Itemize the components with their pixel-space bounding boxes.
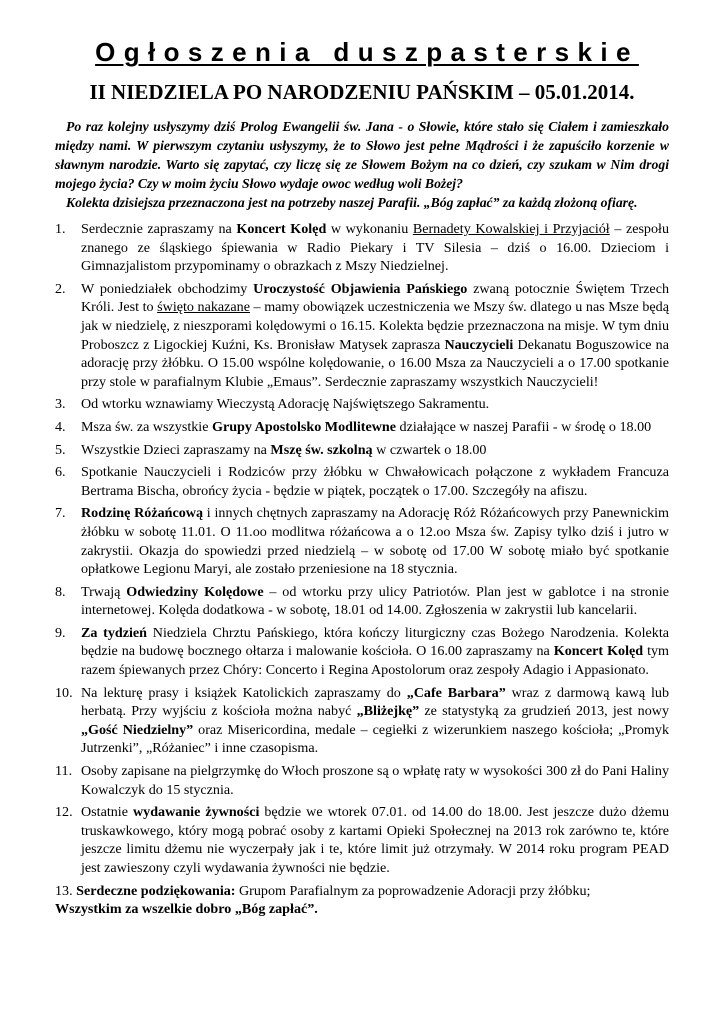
text-segment: Trwają	[81, 583, 127, 600]
announcement-number: 12.	[55, 804, 73, 821]
emphasis-text: Uroczystość Objawienia Pańskiego	[253, 280, 468, 297]
acknowledgements-number: 13.	[55, 882, 73, 899]
announcement-number: 11.	[55, 763, 73, 780]
emphasis-text: Mszę św. szkolną	[270, 441, 373, 458]
text-segment: Wszystkie Dzieci zapraszamy na	[81, 441, 271, 458]
announcement-number: 5.	[55, 441, 66, 458]
text-segment: Niedziela Chrztu Pańskiego, która kończy liturgiczny czas Bożego Narodzenia. Kolekta będzie na budowę bocznego ołtarza i malowanie kościoła. O 16.00 zapraszamy na	[81, 624, 669, 660]
emphasis-text: Rodzinę Różańcową	[81, 505, 204, 522]
text-segment: będzie we wtorek 07.01. od 14.00 do 18.00. Jest jeszcze dużo dżemu truskawkowego, który mogą pobrać osoby z kartami Opieki Społecznej na 2013 rok zarówno te, które jeszcze limitu dżemu nie wyczerpały jak i te, które limit już otrzymały. W 2014 roku program PEAD jest zawieszony czyli wydawania żywności nie będzie.	[81, 804, 670, 876]
underlined-text: Bernadety Kowalskiej i Przyjaciół	[412, 221, 610, 237]
announcement-item	[55, 504, 669, 578]
emphasis-text: „Gość Niedzielny”	[81, 721, 194, 738]
announcement-item	[55, 418, 669, 437]
announcement-item	[55, 762, 669, 799]
emphasis-text: Odwiedziny Kolędowe	[126, 583, 264, 600]
announcement-text	[81, 684, 669, 758]
text-segment: Serdecznie zapraszamy na	[81, 221, 237, 237]
emphasis-text: Koncert Kolęd	[553, 643, 644, 660]
text-segment: w czwartek o 18.00	[372, 441, 487, 458]
acknowledgements-text: Grupom Parafialnym za poprowadzenie Adoracji przy żłóbku;	[235, 882, 591, 899]
announcement-number: 7.	[55, 505, 66, 522]
emphasis-text: Koncert Kolęd	[236, 221, 327, 237]
text-segment: i innych chętnych zapraszamy na Adorację Róż Różańcowych przy Panewnickim żłóbku w sobotę 11.01. O 11.oo modlitwa różańcowa a o 12.oo Msza św. Zapisy tylko dziś i jutro w zakrystii. Okazja do spowiedzi przed niedzielą – w sobotę od 17.00 W sobotę miało być spotkanie opłatkowe Legionu Maryi, ale zostało przeniesione na 18 stycznia.	[81, 505, 670, 578]
emphasis-text: Nauczycieli	[444, 336, 514, 353]
announcement-text	[81, 220, 669, 276]
closing-line: Wszystkim za wszelkie dobro „Bóg zapłać”.	[55, 901, 318, 918]
announcement-number: 8.	[55, 583, 66, 600]
text-segment: Spotkanie Nauczycieli i Rodziców przy żłóbku w Chwałowicach połączone z wykładem Francuza Bertrama Bischa, obrońcy życia - będzie w piątek, początek o 17.00. Szczegóły na afiszu.	[81, 464, 669, 499]
emphasis-text: Grupy Apostolsko Modlitewne	[212, 418, 397, 435]
text-segment: – mamy obowiązek uczestniczenia we Mszy św. dlatego u nas Msze będą jak w niedzielę, z nieszporami kolędowymi o 16.15. Kolekta będzie przeznaczona na misje. W tym dniu Proboszcz z Ligockiej Kuźni, Ks. Bronisław Matysek zaprasza	[81, 299, 669, 353]
text-segment: Dekanatu Boguszowice na adorację przy żłóbku. O 15.00 wspólne kolędowanie, o 16.00 Msza za Nauczycieli a o 17.00 spotkanie przy stole w parafialnym Klubie „Emaus”. Serdecznie zapraszamy wszystkich Nauczycieli!	[81, 336, 669, 390]
announcement-text	[81, 441, 669, 460]
announcement-text	[81, 280, 669, 392]
announcement-number: 3.	[55, 396, 66, 413]
announcement-item	[55, 463, 669, 500]
announcement-text	[81, 504, 669, 578]
text-segment: Ostatnie	[81, 804, 133, 821]
text-segment: ze statystyką za grudzień 2013, jest nowy	[419, 703, 669, 720]
announcement-text	[81, 418, 669, 437]
text-segment: Od wtorku wznawiamy Wieczystą Adorację Najświętszego Sakramentu.	[81, 396, 490, 413]
announcement-list	[55, 220, 669, 878]
intro-section	[55, 117, 669, 212]
announcement-number: 1.	[55, 221, 66, 237]
intro-collection-note: Kolekta dzisiejsza przeznaczona jest na potrzeby naszej Parafii. „Bóg zapłać” za każdą złożoną ofiarę.	[66, 195, 638, 210]
announcement-number: 4.	[55, 418, 66, 435]
announcement-item	[55, 583, 669, 620]
underlined-text: święto nakazane	[157, 299, 250, 316]
text-segment: wraz z darmową kawą lub herbatą. Przy wyjściu z kościoła można nabyć	[81, 684, 669, 720]
text-segment: Osoby zapisane na pielgrzymkę do Włoch proszone są o wpłatę raty w wysokości 300 zł do Pani Haliny Kowalczyk do 15 stycznia.	[81, 763, 670, 798]
page-title: Ogłoszenia duszpasterskie	[95, 37, 639, 67]
emphasis-text: „Cafe Barbara”	[406, 684, 506, 701]
intro-paragraph: Po raz kolejny usłyszymy dziś Prolog Ewangelii św. Jana - o Słowie, które stało się Ciałem i zamieszkało między nami. W pierwszym czytaniu usłyszymy, że to Słowo jest pełne Mądrości i że zapuściło korzenie w sławnym narodzie. Warto się zapytać, czy liczę się ze Słowem Bożym na co dzień, czy szukam w Nim drogi mojego życia? Czy w moim życiu Słowo wydaje owoc według woli Bożej?	[55, 119, 669, 191]
announcement-text	[81, 624, 669, 680]
text-segment: – zespołu znanego ze śląskiego śpiewania w Radio Piekary i TV Silesia – dziś o 16.00. Dzieciom i Gimnazjalistom przypominamy o obrazkach z Mszy Niedzielnej.	[81, 221, 669, 275]
emphasis-text: wydawanie żywności	[132, 804, 260, 821]
text-segment: zwaną potocznie Świętem Trzech Króli. Jest to	[81, 280, 669, 316]
announcement-text	[81, 762, 669, 799]
announcement-text	[81, 583, 669, 620]
text-segment: Na lekturę prasy i książek Katolickich zapraszamy do	[81, 684, 407, 701]
announcement-number: 10.	[55, 684, 73, 701]
text-segment: W poniedziałek obchodzimy	[81, 280, 254, 297]
text-segment: działające w naszej Parafii - w środę o 18.00	[396, 418, 652, 435]
emphasis-text: Za tydzień	[81, 624, 148, 641]
announcement-text	[81, 803, 669, 877]
text-segment: w wykonaniu	[326, 221, 413, 237]
emphasis-text: „Bliżejkę”	[356, 703, 420, 720]
announcement-number: 6.	[55, 464, 66, 481]
acknowledgements-line	[55, 882, 669, 901]
page-subtitle: II NIEDZIELA PO NARODZENIU PAŃSKIM – 05.01.2014.	[89, 80, 635, 104]
announcement-number: 2.	[55, 280, 66, 297]
announcement-item	[55, 684, 669, 758]
announcement-text	[81, 463, 669, 500]
text-segment: Msza św. za wszystkie	[81, 418, 212, 435]
announcement-item	[55, 395, 669, 414]
announcement-text	[81, 395, 669, 414]
announcement-item	[55, 624, 669, 680]
document-page	[55, 35, 669, 919]
text-segment: – od wtorku przy ulicy Patriotów. Plan jest w gablotce i na stronie internetowej. Kolęda dodatkowa - w sobotę, 18.01 od 14.00. Zgłoszenia w zakrystii lub kancelarii.	[81, 583, 669, 619]
announcement-item	[55, 220, 669, 276]
announcement-item	[55, 280, 669, 392]
announcement-item	[55, 803, 669, 877]
text-segment: tym razem śpiewanych przez Chóry: Concerto i Regina Apostolorum oraz zespoły Adagio i Appasionato.	[81, 643, 670, 679]
announcement-number: 9.	[55, 624, 66, 641]
announcement-item	[55, 441, 669, 460]
acknowledgements-heading: Serdeczne podziękowania:	[76, 882, 236, 899]
text-segment: oraz Misericordina, medale – cegiełki z wizerunkiem naszego kościoła; „Promyk Jutrzenki”, „Różaniec” i inne czasopisma.	[81, 721, 669, 757]
